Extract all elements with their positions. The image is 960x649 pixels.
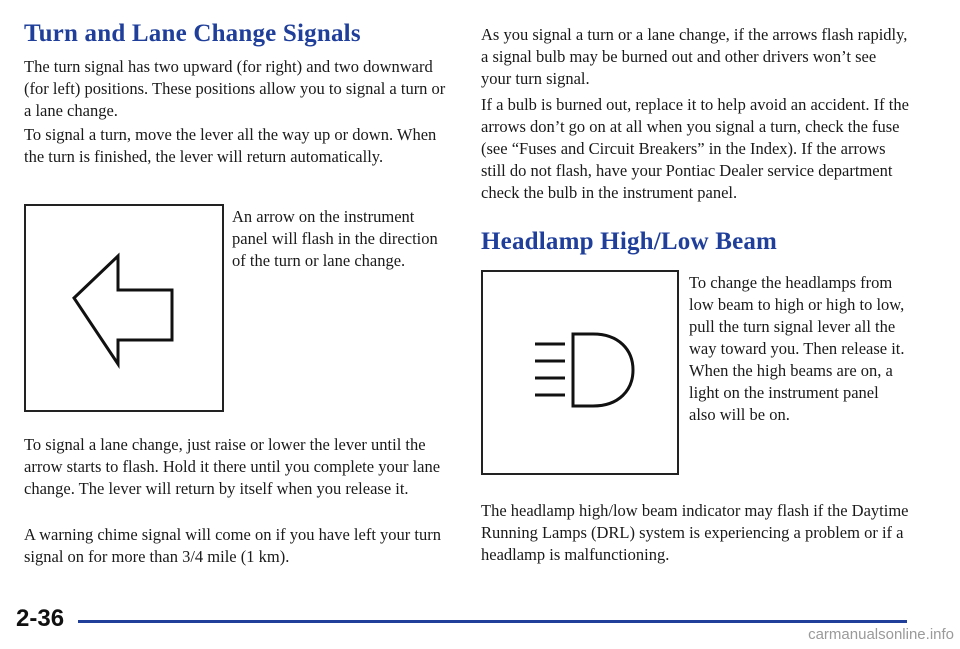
warning-chime-paragraph: A warning chime signal will come on if you have left your turn signal on for more than 3/4 mile (1 km). [24,525,441,566]
turn-arrow-caption: An arrow on the instrument panel will flash in the direction of the turn or lane change. [232,207,438,270]
page-number: 2-36 [16,605,65,632]
turn-signals-intro: The turn signal has two upward (for right) and two downward (for left) positions. These positions allow you to signal a turn or a lane change. [24,57,446,120]
footer-rule [78,620,907,623]
high-beam-icon [483,272,677,473]
rapid-flash-paragraph: As you signal a turn or a lane change, if the arrows flash rapidly, a signal bulb may be burned out and other drivers won’t see your turn signal. [481,25,908,88]
turn-arrow-figure [24,204,224,412]
bulb-burned-out-paragraph: If a bulb is burned out, replace it to help avoid an accident. If the arrows don’t go on at all when you signal a turn, check the fuse (see “Fuses and Circuit Breakers” in the Index). If the arrows still do not flash, have your Pontiac Dealer service department check the bulb in the instrument panel. [481,95,909,202]
left-arrow-icon [26,206,222,410]
high-beam-figure [481,270,679,475]
drl-indicator-paragraph: The headlamp high/low beam indicator may flash if the Daytime Running Lamps (DRL) system is experiencing a problem or if a headlamp is malfunctioning. [481,501,909,564]
watermark: carmanualsonline.info [808,626,954,643]
headlamp-beam-heading: Headlamp High/Low Beam [481,228,778,255]
lane-change-paragraph: To signal a lane change, just raise or lower the lever until the arrow starts to flash. Hold it there until you complete your lane change. The lever will return by itself when you release it. [24,435,441,498]
turn-signals-how-to: To signal a turn, move the lever all the way up or down. When the turn is finished, the lever will return automatically. [24,125,437,166]
turn-signals-heading: Turn and Lane Change Signals [24,20,361,47]
high-beam-caption: To change the headlamps from low beam to high or high to low, pull the turn signal lever all the way toward you. Then release it. When the high beams are on, a light on the instrument panel also will be on. [689,273,905,424]
